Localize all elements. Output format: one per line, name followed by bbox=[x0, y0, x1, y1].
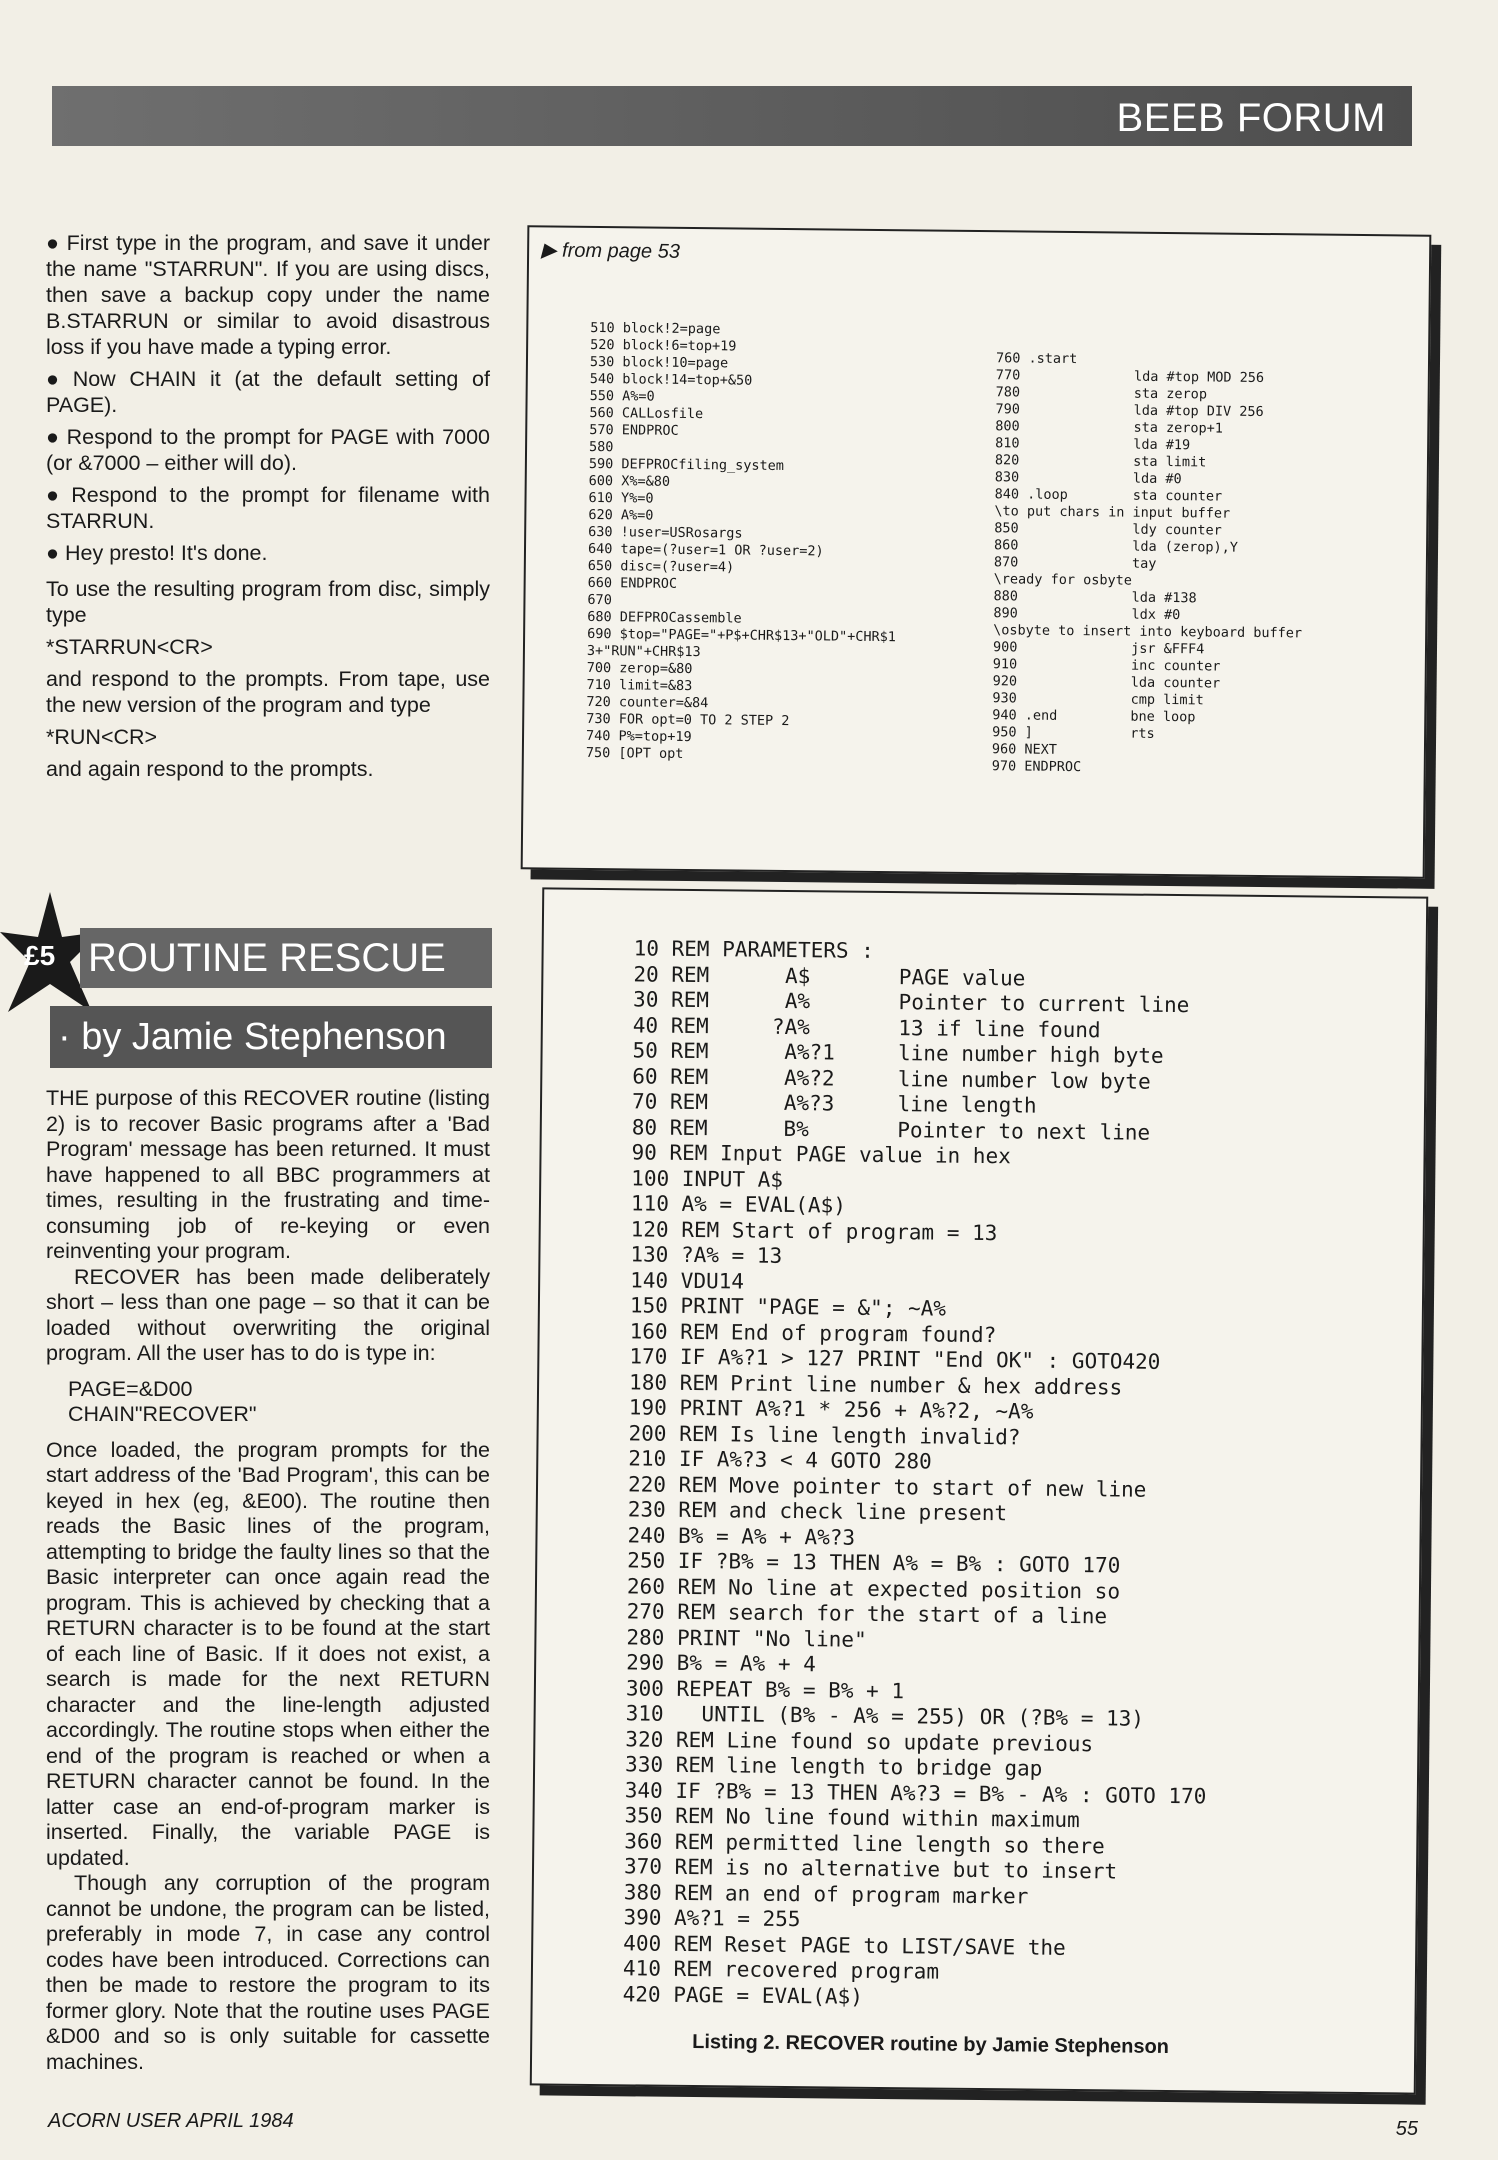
paragraph: and again respond to the prompts. bbox=[46, 757, 374, 781]
listing-2-caption: Listing 2. RECOVER routine by Jamie Stephenson bbox=[692, 2031, 1170, 2059]
listing-2-code: 10 REM PARAMETERS : 20 REM A$ PAGE value 30 REM A% Pointer to current line 40 REM ?A% 13 if line found 50 REM A%?1 line number high byte 60 REM A%?2 line number low byte 70 REM A%?3 line length 80 REM B% Pointer to next line 90 REM Input PAGE value in hex 100 INPUT A$ 110 A% = EVAL(A$) 120 REM Start of program = 13 130 ?A% = 13 140 VDU14 150 PRINT "PAGE = &"; ~A% 160 REM End of program found? 170 IF A%?1 > 127 PRINT "End OK" : GOTO420 180 REM Print line number & hex address 190 PRINT A%?1 * 256 + A%?2, ~A% 200 REM Is line length invalid? 210 IF A%?3 < 4 GOTO 280 220 REM Move pointer to start of new line 230 REM and check line present 240 B% = A% + A%?3 250 IF ?B% = 13 THEN A% = B% : GOTO 170 260 REM No line at expected position so 270 REM search for the start of a line 280 PRINT "No line" 290 B% = A% + 4 300 REPEAT B% = B% + 1 310 UNTIL (B% - A% = 255) OR (?B% = 13) 320 REM Line found so update previous 330 REM line length to bridge gap 340 IF ?B% = 13 THEN A%?3 = B% - A% : GOTO 170 350 REM No line found within maximum 360 REM permitted line length so there 370 REM is no alternative but to insert 380 REM an end of program marker 390 A%?1 = 255 400 REM Reset PAGE to LIST/SAVE the 410 REM recovered program 420 PAGE = EVAL(A$) bbox=[622, 936, 1207, 2009]
paragraph: Though any corruption of the program cannot be undone, the program can be listed, preferably in mode 7, in case any control codes have been introduced. Corrections can then be made to restore the program to its former glory. Note that the routine uses PAGE &D00 and so is only suitable for cassette machines. bbox=[46, 1871, 490, 2074]
bullet-item: ● Respond to the prompt for PAGE with 7000 (or &7000 – either will do). bbox=[46, 424, 490, 476]
bullet-item: ● First type in the program, and save it under the name "STARRUN". If you are using discs, then save a backup copy under the name B.STARRUN or similar to avoid disastrous loss if you have made a typing error. bbox=[46, 230, 490, 360]
page-number: 55 bbox=[1395, 2118, 1418, 2140]
paragraph: THE purpose of this RECOVER routine (listing 2) is to recover Basic programs after a 'Bad Program' message has been returned. It must have happened to all BBC programmers at times, resulting in the frustrating and time-consuming job of re-keying or even reinventing your program. bbox=[46, 1086, 490, 1263]
publication-footer: ACORN USER APRIL 1984 bbox=[48, 2110, 294, 2132]
article-text bbox=[46, 1086, 490, 2075]
article-byline: · by Jamie Stephenson bbox=[50, 1006, 492, 1068]
command: *STARRUN<CR> bbox=[46, 635, 213, 659]
command: CHAIN"RECOVER" bbox=[68, 1402, 257, 1426]
article-title: ROUTINE RESCUE bbox=[80, 928, 492, 988]
section-banner bbox=[52, 86, 1412, 146]
bullet-item: ● Respond to the prompt for filename with STARRUN. bbox=[46, 482, 490, 534]
command: PAGE=&D00 bbox=[68, 1376, 193, 1401]
paragraph: and respond to the prompts. From tape, use the new version of the program and type bbox=[46, 667, 490, 717]
price-badge: £5 bbox=[24, 940, 56, 971]
paragraph: RECOVER has been made deliberately short – less than one page – so that it can be loaded without overwriting the original program. All the user has to do is type in: bbox=[46, 1264, 490, 1365]
bullet-item: ● Now CHAIN it (at the default setting of PAGE). bbox=[46, 366, 490, 418]
command: *RUN<CR> bbox=[46, 725, 158, 749]
section-title: BEEB FORUM bbox=[1116, 96, 1386, 140]
listing-1-code-right: 760 .start 770 lda #top MOD 256 780 sta zerop 790 lda #top DIV 256 800 sta zerop+1 810 lda #19 820 sta limit 830 lda #0 840 .loop sta counter \to put chars in input buffer 850 ldy counter 860 lda (zerop),Y 870 tay \ready for osbyte 880 lda #138 890 ldx #0 \osbyte to insert into keyboard buffer 900 jsr &FFF4 910 inc counter 920 lda counter 930 cmp limit 940 .end bne loop 950 ] rts 960 NEXT 970 ENDPROC bbox=[991, 350, 1303, 776]
listing-1-box bbox=[521, 225, 1432, 878]
intro-text bbox=[46, 230, 490, 788]
paragraph: Once loaded, the program prompts for the start address of the 'Bad Program', this can be keyed in hex (eg, &E00). The routine then reads the Basic lines of the program, attempting to bridge the faulty lines so that the Basic interpreter can once again read the program. This is achieved by checking that a RETURN character is to be found at the start of each line of Basic. If it does not exist, a search is made for the next RETURN character and the line-length adjusted accordingly. The routine stops when either the end of the program is reached or when a RETURN character cannot be found. In the latter case an end-of-program marker is inserted. Finally, the variable PAGE is updated. bbox=[46, 1437, 490, 1870]
paragraph: To use the resulting program from disc, simply type bbox=[46, 577, 490, 627]
bullet-item: ● Hey presto! It's done. bbox=[46, 540, 490, 566]
listing-1-code-left: 510 block!2=page 520 block!6=top+19 530 block!10=page 540 block!14=top+&50 550 A%=0 560 CALLosfile 570 ENDPROC 580 590 DEFPROCfiling_system 600 X%=&80 610 Y%=0 620 A%=0 630 !user=USRosargs 640 tape=(?user=1 OR ?user=2) 650 disc=(?user=4) 660 ENDPROC 670 680 DEFPROCassemble 690 $top="PAGE="+P$+CHR$13+"OLD"+CHR$1 3+"RUN"+CHR$13 700 zerop=&80 710 limit=&83 720 counter=&84 730 FOR opt=0 TO 2 STEP 2 740 P%=top+19 750 [OPT opt bbox=[585, 319, 897, 762]
continued-from-label: ▶ from page 53 bbox=[541, 239, 681, 263]
listing-2-box bbox=[530, 887, 1428, 2094]
